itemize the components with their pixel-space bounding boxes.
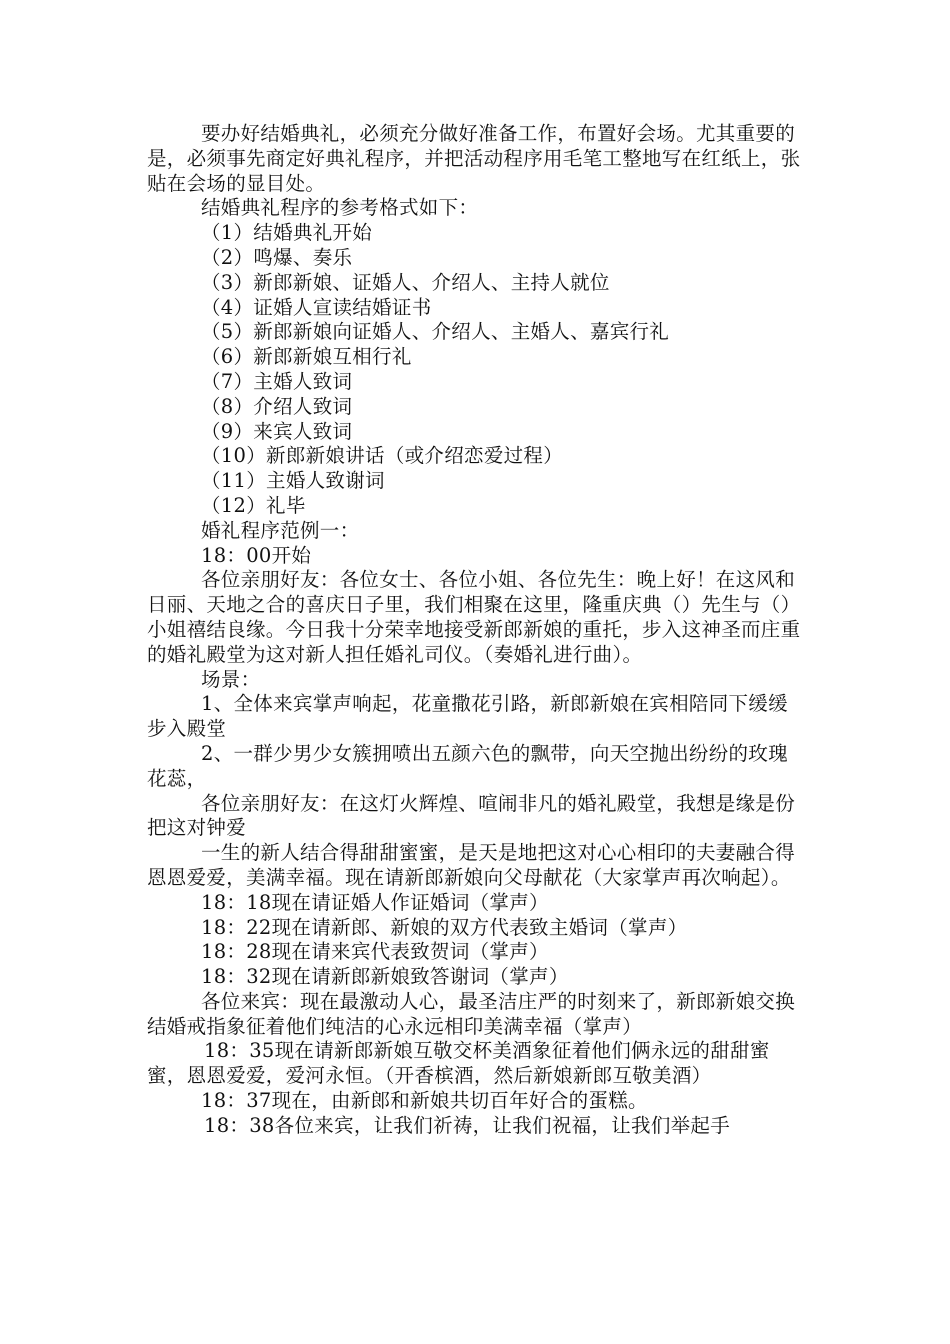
paragraph-time: 18：22现在请新郎、新娘的双方代表致主婚词（掌声） xyxy=(201,915,688,939)
list-item: （1）结婚典礼开始 xyxy=(201,221,373,245)
list-item: （10）新郎新娘讲话（或介绍恋爱过程） xyxy=(201,444,564,468)
paragraph-rings: 各位来宾：现在最激动人心，最圣洁庄严的时刻来了，新郎新娘交换结婚戒指象征着他们纯洁的心永远相印美满幸福（掌声） xyxy=(147,989,796,1038)
paragraph: 各位亲朋好友：在这灯火辉煌、喧闹非凡的婚礼殿堂，我想是缘是份把这对钟爱 xyxy=(147,791,796,840)
paragraph-intro: 要办好结婚典礼，必须充分做好准备工作，布置好会场。尤其重要的是，必须事先商定好典礼程序，并把活动程序用毛笔工整地写在红纸上，张贴在会场的显目处。 xyxy=(147,122,801,195)
paragraph: 一生的新人结合得甜甜蜜蜜，是天是地把这对心心相印的夫妻融合得恩恩爱爱，美满幸福。现在请新郎新娘向父母献花（大家掌声再次响起）。 xyxy=(147,841,796,889)
paragraph-scene-heading: 场景： xyxy=(201,667,261,691)
paragraph-scene-2: 2、一群少男少女簇拥喷出五颜六色的飘带，向天空抛出纷纷的玫瑰花蕊， xyxy=(147,741,788,790)
list-item: （12）礼毕 xyxy=(201,493,306,517)
list-item: （7）主婚人致词 xyxy=(201,369,353,393)
paragraph-example-heading: 婚礼程序范例一： xyxy=(201,518,360,542)
list-item: （2）鸣爆、奏乐 xyxy=(201,245,353,269)
paragraph-time: 18：38各位来宾，让我们祈祷，让我们祝福，让我们举起手 xyxy=(204,1113,731,1137)
paragraph-time: 18：37现在，由新郎和新娘共切百年好合的蛋糕。 xyxy=(201,1089,648,1113)
list-item: （5）新郎新娘向证婚人、介绍人、主婚人、嘉宾行礼 xyxy=(201,320,670,344)
list-item: （9）来宾人致词 xyxy=(201,419,353,443)
list-item: （4）证婚人宣读结婚证书 xyxy=(201,295,432,319)
paragraph-time: 18：00开始 xyxy=(201,543,312,567)
paragraph-time: 18：28现在请来宾代表致贺词（掌声） xyxy=(201,940,549,964)
paragraph-time: 18：32现在请新郎新娘致答谢词（掌声） xyxy=(201,965,569,989)
paragraph-time: 18：18现在请证婚人作证婚词（掌声） xyxy=(201,890,549,914)
list-item: （3）新郎新娘、证婚人、介绍人、主持人就位 xyxy=(201,270,610,294)
document-body xyxy=(147,122,807,1139)
paragraph-time: 18：35现在请新郎新娘互敬交杯美酒象征着他们俩永远的甜甜蜜蜜，恩恩爱爱，爱河永恒。（开香槟酒，然后新娘新郎互敬美酒） xyxy=(147,1039,770,1088)
paragraph-greeting: 各位亲朋好友：各位女士、各位小姐、各位先生：晚上好！在这风和日丽、天地之合的喜庆日子里，我们相聚在这里，隆重庆典（）先生与（）小姐禧结良缘。今日我十分荣幸地接受新郎新娘的重托，步入这神圣而庄重的婚礼殿堂为这对新人担任婚礼司仪。（奏婚礼进行曲）。 xyxy=(147,568,801,666)
list-item: （8）介绍人致词 xyxy=(201,394,353,418)
paragraph-format-heading: 结婚典礼程序的参考格式如下： xyxy=(201,196,479,220)
paragraph-scene-1: 1、全体来宾掌声响起，花童撒花引路，新郎新娘在宾相陪同下缓缓步入殿堂 xyxy=(147,692,788,741)
list-item: （11）主婚人致谢词 xyxy=(201,469,385,493)
list-item: （6）新郎新娘互相行礼 xyxy=(201,345,412,369)
